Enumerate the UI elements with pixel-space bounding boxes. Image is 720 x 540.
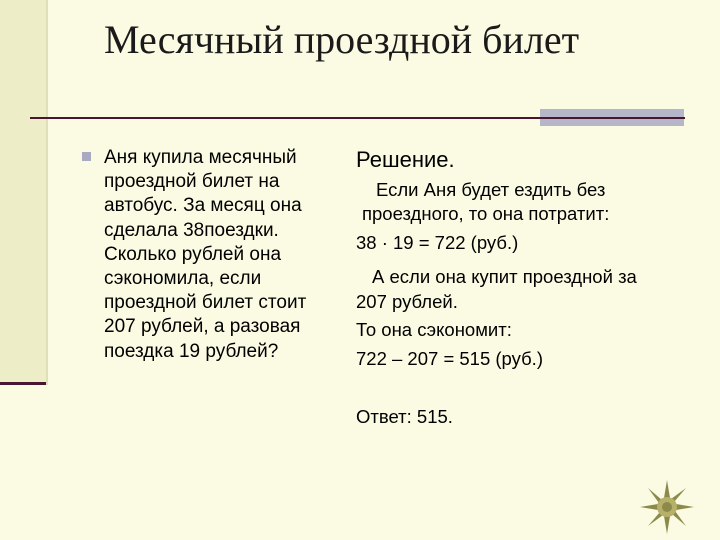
- slide-title: Месячный проездной билет: [104, 17, 580, 62]
- problem-text: Аня купила месячный проездной билет на автобус. За месяц она сделала 38поездки. Сколько рублей она сэкономила, если проездной билет стоит 207 рублей, а разовая поездка 19 рублей?: [104, 147, 307, 362]
- left-decor-line: [46, 0, 48, 385]
- solution-line: То она сэкономит:: [356, 319, 512, 340]
- solution-line: проездного, то она потратит:: [362, 203, 610, 224]
- left-decor-edge: [0, 382, 46, 385]
- solution-line: А если она купит проездной за: [372, 266, 637, 287]
- problem-block: [82, 146, 320, 364]
- left-decor-panel: [0, 0, 46, 382]
- sun-icon: [638, 478, 696, 536]
- solution-answer: Ответ: 515.: [356, 406, 453, 427]
- solution-line: 722 – 207 = 515 (руб.): [356, 348, 543, 369]
- solution-line: 38 · 19 = 722 (руб.): [356, 232, 519, 253]
- title-underline: [30, 117, 685, 119]
- solution-heading: Решение.: [356, 147, 455, 172]
- solution-line: Если Аня будет ездить без: [376, 179, 606, 200]
- solution-line: 207 рублей.: [356, 291, 458, 312]
- bullet-square: [82, 152, 91, 161]
